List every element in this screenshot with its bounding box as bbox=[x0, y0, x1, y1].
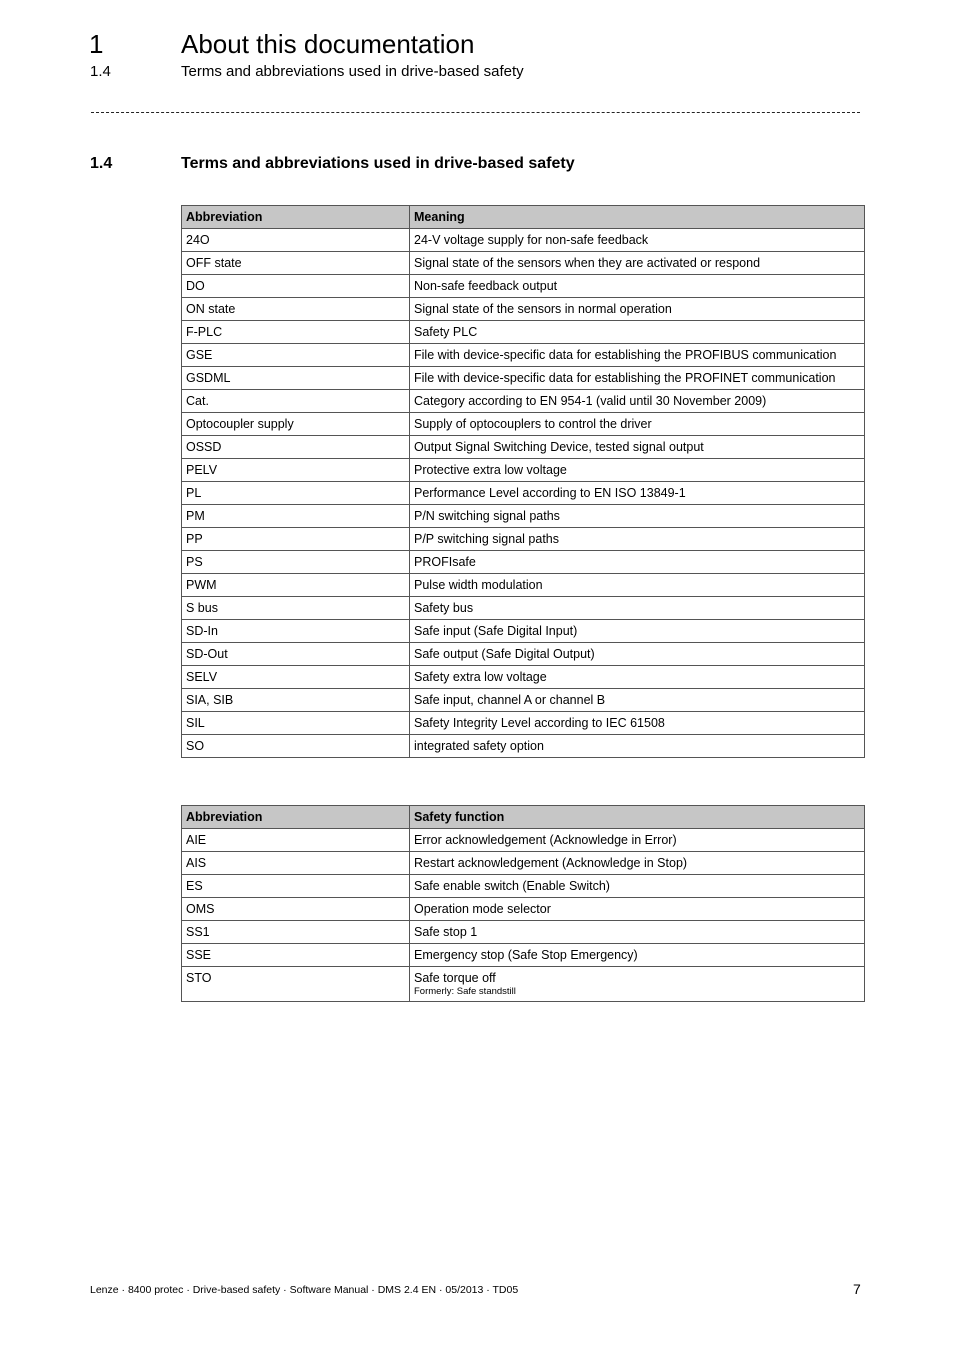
description-cell bbox=[410, 875, 865, 898]
description-cell bbox=[410, 597, 865, 620]
section-number: 1.4 bbox=[90, 63, 111, 80]
table-row bbox=[182, 852, 865, 875]
column-header-abbreviation: Abbreviation bbox=[182, 806, 410, 829]
table-row bbox=[182, 252, 865, 275]
table-header-row bbox=[182, 206, 865, 229]
abbreviation-cell: S bus bbox=[182, 597, 410, 620]
description-text: 24-V voltage supply for non-safe feedback bbox=[414, 233, 649, 247]
abbreviation-cell: SO bbox=[182, 735, 410, 758]
table-row bbox=[182, 829, 865, 852]
table-row bbox=[182, 921, 865, 944]
table-row bbox=[182, 321, 865, 344]
abbreviation-cell: AIE bbox=[182, 829, 410, 852]
description-cell bbox=[410, 620, 865, 643]
description-text: Safe torque off bbox=[414, 971, 496, 985]
description-cell bbox=[410, 551, 865, 574]
description-cell bbox=[410, 229, 865, 252]
description-cell bbox=[410, 689, 865, 712]
description-text: Safety PLC bbox=[414, 325, 478, 339]
table-row bbox=[182, 505, 865, 528]
abbreviation-cell: PELV bbox=[182, 459, 410, 482]
description-cell bbox=[410, 921, 865, 944]
abbreviation-cell: SELV bbox=[182, 666, 410, 689]
abbreviation-cell: Cat. bbox=[182, 390, 410, 413]
abbreviation-cell: SIA, SIB bbox=[182, 689, 410, 712]
description-text: P/P switching signal paths bbox=[414, 532, 559, 546]
description-text: Supply of optocouplers to control the driver bbox=[414, 417, 652, 431]
description-text: Safety extra low voltage bbox=[414, 670, 547, 684]
description-cell bbox=[410, 967, 865, 1002]
abbreviation-cell: ON state bbox=[182, 298, 410, 321]
table-row bbox=[182, 275, 865, 298]
description-cell bbox=[410, 712, 865, 735]
abbreviation-cell: Optocoupler supply bbox=[182, 413, 410, 436]
description-text: Safety bus bbox=[414, 601, 474, 615]
description-text: Safe output (Safe Digital Output) bbox=[414, 647, 595, 661]
column-header-safety-function: Safety function bbox=[410, 806, 865, 829]
table-body bbox=[182, 829, 865, 1002]
heading-number: 1.4 bbox=[90, 155, 113, 172]
description-cell bbox=[410, 459, 865, 482]
abbreviation-cell: GSDML bbox=[182, 367, 410, 390]
description-cell bbox=[410, 275, 865, 298]
description-cell bbox=[410, 367, 865, 390]
table-header-row bbox=[182, 806, 865, 829]
description-text: Pulse width modulation bbox=[414, 578, 543, 592]
description-text: PROFIsafe bbox=[414, 555, 476, 569]
table-row bbox=[182, 528, 865, 551]
abbreviation-cell: PS bbox=[182, 551, 410, 574]
table-row bbox=[182, 620, 865, 643]
description-text: Category according to EN 954-1 (valid until 30 November 2009) bbox=[414, 394, 767, 408]
description-cell bbox=[410, 944, 865, 967]
table-row bbox=[182, 367, 865, 390]
column-header-abbreviation: Abbreviation bbox=[182, 206, 410, 229]
abbreviation-cell: SD-Out bbox=[182, 643, 410, 666]
table-row bbox=[182, 574, 865, 597]
column-header-meaning: Meaning bbox=[410, 206, 865, 229]
abbreviation-cell: PM bbox=[182, 505, 410, 528]
description-cell bbox=[410, 643, 865, 666]
section-title: Terms and abbreviations used in drive-based safety bbox=[181, 63, 524, 80]
abbreviation-cell: OMS bbox=[182, 898, 410, 921]
description-text: File with device-specific data for establishing the PROFIBUS communication bbox=[414, 348, 837, 362]
description-cell bbox=[410, 735, 865, 758]
abbreviation-cell: SIL bbox=[182, 712, 410, 735]
table-row bbox=[182, 390, 865, 413]
description-cell bbox=[410, 898, 865, 921]
safety-functions-table bbox=[181, 805, 865, 1002]
description-cell bbox=[410, 528, 865, 551]
description-cell bbox=[410, 390, 865, 413]
description-cell bbox=[410, 344, 865, 367]
abbreviation-cell: PP bbox=[182, 528, 410, 551]
description-text: Error acknowledgement (Acknowledge in Error) bbox=[414, 833, 677, 847]
abbreviation-cell: STO bbox=[182, 967, 410, 1002]
description-text: integrated safety option bbox=[414, 739, 544, 753]
table-row bbox=[182, 597, 865, 620]
abbreviation-cell: GSE bbox=[182, 344, 410, 367]
description-cell bbox=[410, 574, 865, 597]
description-text: Performance Level according to EN ISO 13849-1 bbox=[414, 486, 686, 500]
description-text: P/N switching signal paths bbox=[414, 509, 560, 523]
table-body bbox=[182, 229, 865, 758]
description-text: Operation mode selector bbox=[414, 902, 551, 916]
abbreviation-cell: DO bbox=[182, 275, 410, 298]
abbreviation-cell: ES bbox=[182, 875, 410, 898]
table-row bbox=[182, 298, 865, 321]
abbreviation-cell: OFF state bbox=[182, 252, 410, 275]
table-row bbox=[182, 712, 865, 735]
abbreviation-cell: PL bbox=[182, 482, 410, 505]
description-cell bbox=[410, 482, 865, 505]
description-text: Safety Integrity Level according to IEC 61508 bbox=[414, 716, 665, 730]
abbreviation-cell: F-PLC bbox=[182, 321, 410, 344]
abbreviation-cell: AIS bbox=[182, 852, 410, 875]
table-row bbox=[182, 735, 865, 758]
description-text: Signal state of the sensors when they are activated or respond bbox=[414, 256, 761, 270]
description-cell bbox=[410, 413, 865, 436]
table-row bbox=[182, 413, 865, 436]
abbreviation-cell: PWM bbox=[182, 574, 410, 597]
description-cell bbox=[410, 321, 865, 344]
footer-text: Lenze · 8400 protec · Drive-based safety · Software Manual · DMS 2.4 EN · 05/2013 · TD05 bbox=[90, 1284, 519, 1296]
description-cell bbox=[410, 829, 865, 852]
chapter-number: 1 bbox=[89, 29, 104, 59]
description-text: Signal state of the sensors in normal operation bbox=[414, 302, 672, 316]
table-row bbox=[182, 551, 865, 574]
description-text: Safe input (Safe Digital Input) bbox=[414, 624, 578, 638]
description-cell bbox=[410, 666, 865, 689]
description-cell bbox=[410, 436, 865, 459]
abbreviation-cell: SSE bbox=[182, 944, 410, 967]
abbreviation-cell: SD-In bbox=[182, 620, 410, 643]
description-text: Safe stop 1 bbox=[414, 925, 478, 939]
table-row bbox=[182, 666, 865, 689]
table-row bbox=[182, 482, 865, 505]
table-row bbox=[182, 967, 865, 1002]
description-note: Formerly: Safe standstill bbox=[414, 986, 516, 997]
table-row bbox=[182, 459, 865, 482]
abbreviation-cell: OSSD bbox=[182, 436, 410, 459]
header-divider bbox=[91, 112, 860, 113]
table-row bbox=[182, 229, 865, 252]
abbreviation-cell: SS1 bbox=[182, 921, 410, 944]
table-row bbox=[182, 875, 865, 898]
description-text: Emergency stop (Safe Stop Emergency) bbox=[414, 948, 638, 962]
table-row bbox=[182, 898, 865, 921]
description-text: Safe enable switch (Enable Switch) bbox=[414, 879, 610, 893]
table-row bbox=[182, 436, 865, 459]
description-cell bbox=[410, 252, 865, 275]
page-number: 7 bbox=[853, 1281, 861, 1297]
description-text: Non-safe feedback output bbox=[414, 279, 558, 293]
table-row bbox=[182, 944, 865, 967]
description-cell bbox=[410, 505, 865, 528]
description-text: File with device-specific data for establishing the PROFINET communication bbox=[414, 371, 836, 385]
table-row bbox=[182, 689, 865, 712]
description-text: Restart acknowledgement (Acknowledge in Stop) bbox=[414, 856, 688, 870]
chapter-title: About this documentation bbox=[181, 29, 475, 59]
abbreviation-cell: 24O bbox=[182, 229, 410, 252]
description-cell bbox=[410, 852, 865, 875]
description-cell bbox=[410, 298, 865, 321]
table-row bbox=[182, 344, 865, 367]
abbreviations-table bbox=[181, 205, 865, 758]
description-text: Output Signal Switching Device, tested signal output bbox=[414, 440, 704, 454]
description-text: Safe input, channel A or channel B bbox=[414, 693, 606, 707]
description-text: Protective extra low voltage bbox=[414, 463, 567, 477]
heading-title: Terms and abbreviations used in drive-based safety bbox=[181, 155, 575, 172]
table-row bbox=[182, 643, 865, 666]
